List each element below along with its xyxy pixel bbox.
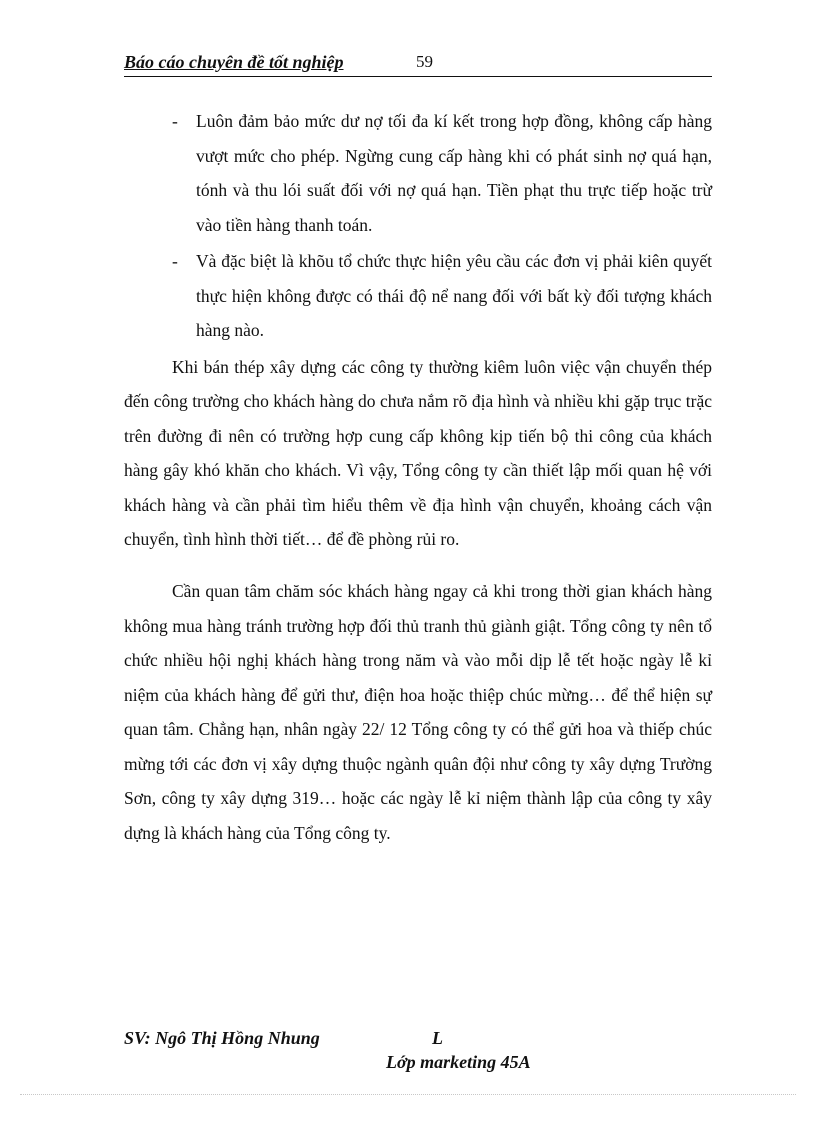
bullet-item <box>124 244 712 348</box>
footer-letter: L <box>432 1028 443 1048</box>
class-name: Lớp marketing 45A <box>386 1052 531 1072</box>
bullet-dash: - <box>172 251 178 271</box>
page-number: 59 <box>416 52 433 71</box>
bullet-text: Và đặc biệt là khõu tổ chức thực hiện yêu cầu các đơn vị phải kiên quyết thực hiện không được có thái độ nể nang đối với bất kỳ đối tượng khách hàng nào. <box>196 251 712 340</box>
bullet-dash: - <box>172 111 178 131</box>
student-name: SV: Ngô Thị Hồng Nhung <box>124 1028 320 1048</box>
bullet-item <box>124 104 712 242</box>
report-title: Báo cáo chuyên đề tốt nghiệp <box>124 52 344 72</box>
page-edge-divider <box>20 1094 796 1095</box>
page-header <box>124 52 712 77</box>
body-paragraph: Cần quan tâm chăm sóc khách hàng ngay cả khi trong thời gian khách hàng không mua hàng tránh trường hợp đối thủ tranh thủ giành giật. Tổng công ty nên tổ chức nhiều hội nghị khách hàng trong năm và vào mỗi dịp lễ tết hoặc ngày lễ kỉ niệm của khách hàng để gửi thư, điện hoa hoặc thiệp chúc mừng… để thể hiện sự quan tâm. Chẳng hạn, nhân ngày 22/ 12 Tổng công ty có thể gửi hoa và thiếp chúc mừng tới các đơn vị xây dựng thuộc ngành quân đội như công ty xây dựng Trường Sơn, công ty xây dựng 319… hoặc các ngày lễ kỉ niệm thành lập của công ty xây dựng là khách hàng của Tổng công ty. <box>124 581 712 843</box>
bullet-text: Luôn đảm bảo mức dư nợ tối đa kí kết trong hợp đồng, không cấp hàng vượt mức cho phép. Ngừng cung cấp hàng khi có phát sinh nợ quá hạn, tónh và thu lói suất đối với nợ quá hạn. Tiền phạt thu trực tiếp hoặc trừ vào tiền hàng thanh toán. <box>196 111 712 235</box>
body-paragraph: Khi bán thép xây dựng các công ty thường kiêm luôn việc vận chuyển thép đến công trường cho khách hàng do chưa nắm rõ địa hình và nhiều khi gặp trục trặc trên đường đi nên có trường hợp cung cấp không kịp tiến bộ thi công của khách hàng gây khó khăn cho khách. Vì vậy, Tổng công ty cần thiết lập mối quan hệ với khách hàng và cần phải tìm hiểu thêm về địa hình vận chuyển, khoảng cách vận chuyển, tình hình thời tiết… để đề phòng rủi ro. <box>124 356 712 549</box>
document-body <box>124 104 712 868</box>
